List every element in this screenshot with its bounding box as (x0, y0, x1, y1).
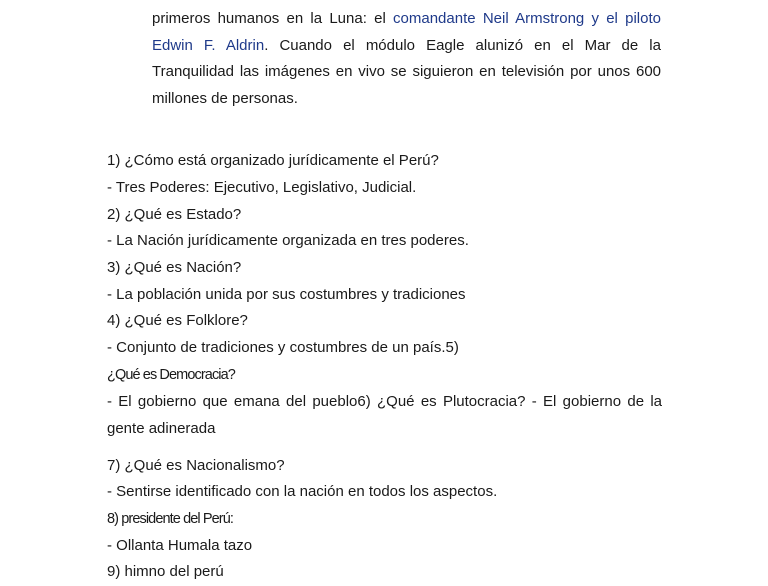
answer-4: - Conjunto de tradiciones y costumbres de un país.5) (107, 339, 459, 356)
answer-1: - Tres Poderes: Ejecutivo, Legislativo, Judicial. (107, 179, 417, 196)
question-7: 7) ¿Qué es Nacionalismo? (107, 457, 285, 474)
question-1: 1) ¿Cómo está organizado jurídicamente el Perú? (107, 152, 439, 169)
answer-8: - Ollanta Humala tazo (107, 537, 253, 554)
answer-5-6: - El gobierno que emana del pueblo6) ¿Qué es Plutocracia? - El gobierno de la gente adinerada (107, 393, 662, 437)
question-5: ¿Qué es Democracia? (107, 367, 235, 383)
question-3: 3) ¿Qué es Nación? (107, 259, 242, 276)
intro-text-end: . Cuando el módulo Eagle alunizó en el Mar de la Tranquilidad las imágenes en vivo se siguieron en televisión por unos 600 millones de personas. (152, 36, 661, 107)
question-2: 2) ¿Qué es Estado? (107, 206, 242, 223)
question-8: 8) presidente del Perú: (107, 511, 233, 527)
question-4: 4) ¿Qué es Folklore? (107, 312, 248, 329)
intro-text-start: primeros humanos en la Luna: el (152, 10, 394, 27)
answer-3: - La población unida por sus costumbres y tradiciones (107, 286, 466, 303)
astronaut-names: comandante Neil Armstrong y el piloto Edwin F. Aldrin (152, 10, 661, 54)
answer-7: - Sentirse identificado con la nación en todos los aspectos. (107, 483, 498, 500)
intro-paragraph (152, 6, 661, 112)
question-9: 9) himno del perú (107, 563, 224, 580)
answer-2: - La Nación jurídicamente organizada en tres poderes. (107, 232, 469, 249)
